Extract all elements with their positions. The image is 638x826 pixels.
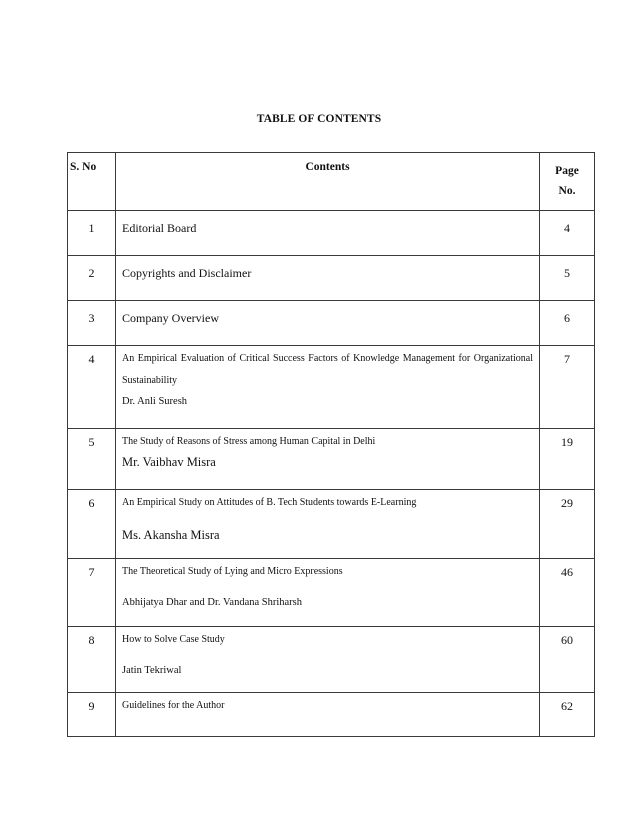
row-page: 7: [540, 346, 595, 429]
table-row: [68, 301, 595, 346]
row-sno: 1: [68, 211, 116, 256]
row-page: 46: [540, 559, 595, 627]
page-title: TABLE OF CONTENTS: [256, 113, 382, 125]
table-header-row: [68, 153, 595, 211]
row-contents: [116, 627, 540, 693]
row-author: Jatin Tekriwal: [122, 665, 182, 676]
row-author: Dr. Anli Suresh: [122, 396, 188, 407]
row-page: 4: [540, 211, 595, 256]
row-contents: [116, 693, 540, 737]
row-title: Guidelines for the Author: [122, 700, 225, 711]
table-row: [68, 346, 595, 429]
row-page: 5: [540, 256, 595, 301]
table-row: [68, 490, 595, 559]
row-title: Company Overview: [116, 301, 540, 346]
row-page: 6: [540, 301, 595, 346]
row-page: 62: [540, 693, 595, 737]
table-row: [68, 429, 595, 490]
row-sno: 3: [68, 301, 116, 346]
table-row: [68, 211, 595, 256]
row-title: Copyrights and Disclaimer: [116, 256, 540, 301]
header-contents: Contents: [116, 153, 540, 211]
table-row: [68, 256, 595, 301]
row-contents: [116, 429, 540, 490]
header-page-line2: No.: [558, 185, 576, 197]
row-sno: 5: [68, 429, 116, 490]
row-title: The Study of Reasons of Stress among Human Capital in Delhi: [122, 436, 376, 447]
row-title: How to Solve Case Study: [122, 634, 225, 645]
row-sno: 4: [68, 346, 116, 429]
row-page: 29: [540, 490, 595, 559]
row-title: Editorial Board: [116, 211, 540, 256]
header-page-line1: Page: [555, 165, 579, 177]
row-contents: [116, 490, 540, 559]
row-title: The Theoretical Study of Lying and Micro Expressions: [122, 566, 343, 577]
row-contents: [116, 346, 540, 429]
row-title: An Empirical Evaluation of Critical Success Factors of Knowledge Management for Organizational Sustainability: [122, 353, 533, 386]
row-author: Mr. Vaibhav Misra: [122, 455, 216, 469]
table-row: [68, 559, 595, 627]
row-author: Abhijatya Dhar and Dr. Vandana Shriharsh: [122, 597, 303, 608]
row-page: 19: [540, 429, 595, 490]
header-page-no: [540, 153, 595, 211]
row-sno: 9: [68, 693, 116, 737]
row-contents: [116, 559, 540, 627]
row-sno: 6: [68, 490, 116, 559]
row-sno: 8: [68, 627, 116, 693]
row-sno: 7: [68, 559, 116, 627]
row-author: Ms. Akansha Misra: [122, 528, 220, 542]
header-sno: S. No: [68, 153, 116, 211]
table-of-contents: [67, 152, 595, 737]
row-sno: 2: [68, 256, 116, 301]
row-title: An Empirical Study on Attitudes of B. Tech Students towards E-Learning: [122, 497, 417, 508]
table-row: [68, 627, 595, 693]
table-row: [68, 693, 595, 737]
row-page: 60: [540, 627, 595, 693]
